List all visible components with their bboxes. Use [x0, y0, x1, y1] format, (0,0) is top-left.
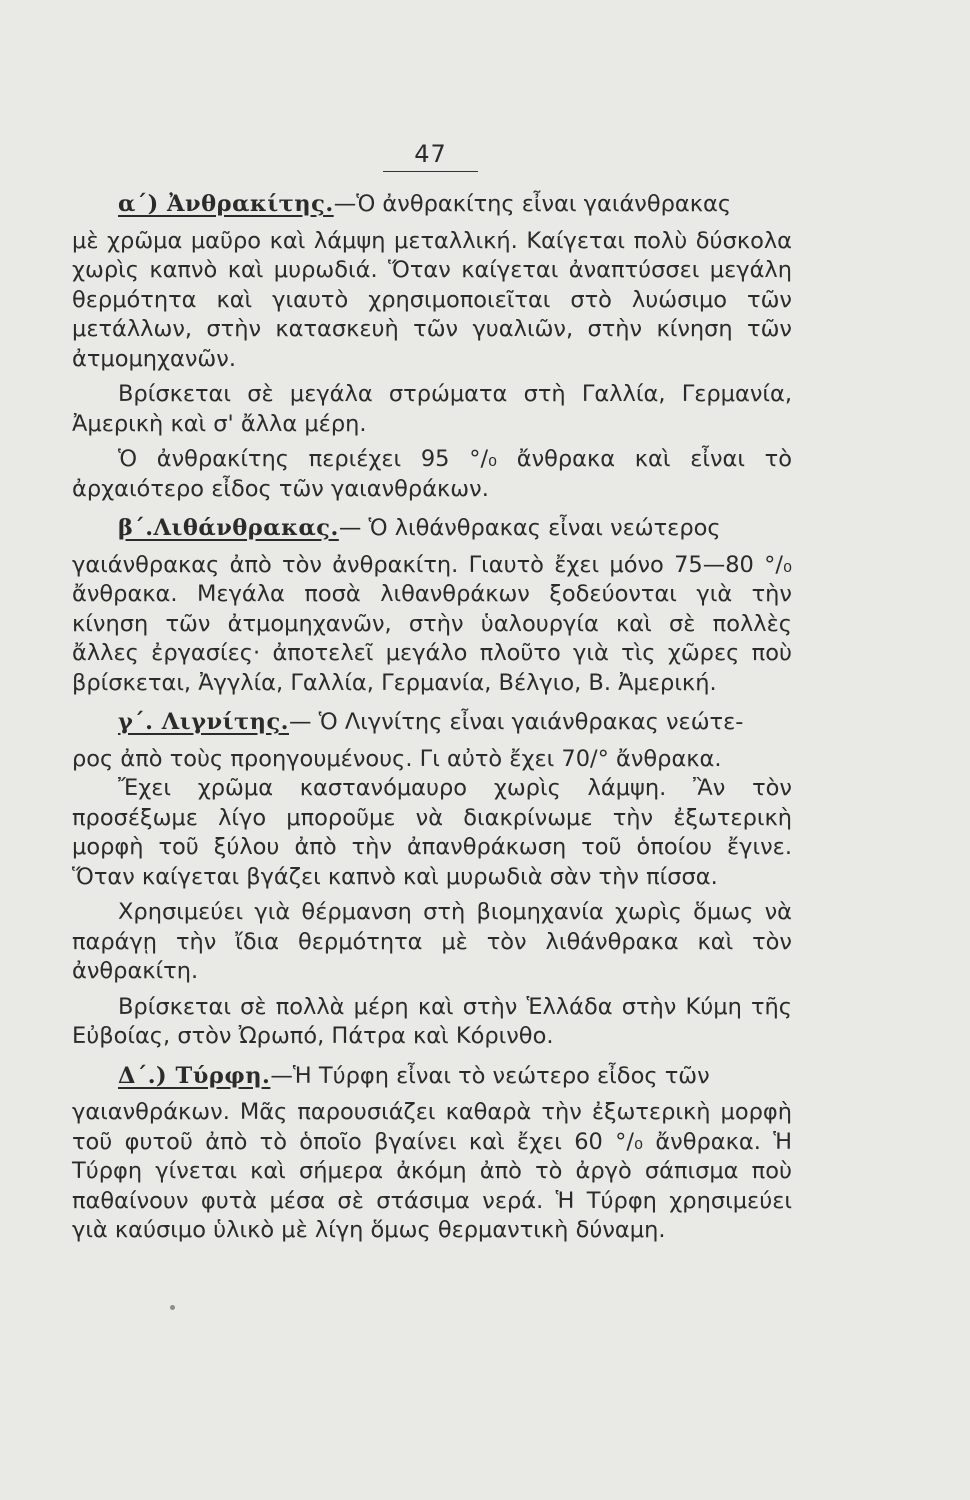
section-1-heading: α΄) Ἀνθρακίτης. [118, 191, 334, 217]
section-3-paragraph-1: ρος ἀπὸ τοὺς προηγουμένους. Γι αὐτὸ ἔχει 70/° ἄνθρακα. [72, 745, 722, 772]
section-3-paragraph-3: Χρησιμεύει γιὰ θέρμανση στὴ βιομηχανία χωρὶς ὅμως νὰ παράγῃ τὴν ἴδια θερμότητα μὲ τὸν λιθάνθρακα καὶ τὸν ἀνθρακίτη. [72, 899, 792, 984]
section-2-first-line: — Ὁ λιθάνθρακας εἶναι νεώτερος [338, 515, 721, 541]
page-number-header [383, 140, 478, 172]
body-text [72, 190, 792, 1246]
section-1-first-line: —Ὁ ἀνθρακίτης εἶναι γαιάνθρακας [333, 191, 732, 217]
section-1-paragraph-2: Βρίσκεται σὲ μεγάλα στρώματα στὴ Γαλλία, Γερμανία, Ἀμερικὴ καὶ σ' ἄλλα μέρη. [72, 381, 792, 437]
section-3-first-line: — Ὁ Λιγνίτης εἶναι γαιάνθρακας νεώτε- [289, 709, 744, 735]
section-4-first-line: —Ἡ Τύρφη εἶναι τὸ νεώτερο εἶδος τῶν [270, 1062, 710, 1089]
paper-speck [170, 1305, 175, 1310]
page-number: 47 [414, 140, 447, 168]
section-3-paragraph-2: Ἔχει χρῶμα καστανόμαυρο χωρὶς λάμψη. Ἂν τὸν προσέξωμε λίγο μποροῦμε νὰ διακρίνωμε τὴν ἐξωτερικὴ μορφὴ τοῦ ξύλου ἀπὸ τὴν ἀπανθράκωση τοῦ ὁποίου ἔγινε. Ὅταν καίγεται βγάζει καπνὸ καὶ μυρωδιὰ σὰν τὴν πίσσα. [72, 775, 792, 890]
section-3-paragraph-4: Βρίσκεται σὲ πολλὰ μέρη καὶ στὴν Ἑλλάδα στὴν Κύμη τῆς Εὐβοίας, στὸν Ὠρωπό, Πάτρα καὶ Κόρινθο. [72, 993, 792, 1049]
section-3-heading-line [72, 708, 792, 738]
section-3-heading: γ΄. Λιγνίτης. [118, 709, 289, 735]
section-2-heading-line [72, 514, 792, 544]
section-4-heading-line [72, 1062, 792, 1092]
section-1-paragraph-3: Ὁ ἀνθρακίτης περιέχει 95 °/₀ ἄνθρακα καὶ εἶναι τὸ ἀρχαιότερο εἶδος τῶν γαιανθράκων. [72, 446, 792, 502]
section-4-paragraph-1: γαιανθράκων. Μᾶς παρουσιάζει καθαρὰ τὴν ἐξωτερικὴ μορφὴ τοῦ φυτοῦ ἀπὸ τὸ ὁποῖο βγαίνει καὶ ἔχει 60 °/₀ ἄνθρακα. Ἡ Τύρφη γίνεται καὶ σήμερα ἀκόμη ἀπὸ τὸ ἀργὸ σάπισμα ποὺ παθαίνουν φυτὰ μέσα σὲ στάσιμα νερά. Ἡ Τύρφη χρησιμεύει γιὰ καύσιμο ὑλικὸ μὲ λίγη ὅμως θερμαντικὴ δύναμη. [72, 1099, 792, 1243]
section-1-paragraph-1: μὲ χρῶμα μαῦρο καὶ λάμψη μεταλλική. Καίγεται πολὺ δύσκολα χωρὶς καπνὸ καὶ μυρωδιά. Ὅταν καίγεται ἀναπτύσσει μεγάλη θερμότητα καὶ γιαυτὸ χρησιμοποιεῖται στὸ λυώσιμο τῶν μετάλλων, στὴν κατασκευὴ τῶν γυαλιῶν, στὴν κίνηση τῶν ἀτμομηχανῶν. [72, 227, 792, 372]
section-4-heading: Δ΄.) Τύρφη. [118, 1062, 271, 1089]
section-1-heading-line [72, 190, 792, 220]
section-2-paragraph-1: γαιάνθρακας ἀπὸ τὸν ἀνθρακίτη. Γιαυτὸ ἔχει μόνο 75—80 °/₀ ἄνθρακα. Μεγάλα ποσὰ λιθανθράκων ξοδεύονται γιὰ τὴν κίνηση τῶν ἀτμομηχανῶν, στὴν ὑαλουργία καὶ σὲ πολλὲς ἄλλες ἐργασίες· ἀποτελεῖ μεγάλο πλοῦτο γιὰ τὶς χῶρες ποὺ βρίσκεται, Ἀγγλία, Γαλλία, Γερμανία, Βέλγιο, Β. Ἀμερική. [72, 551, 792, 696]
section-2-heading: β΄.Λιθάνθρακας. [118, 515, 339, 541]
